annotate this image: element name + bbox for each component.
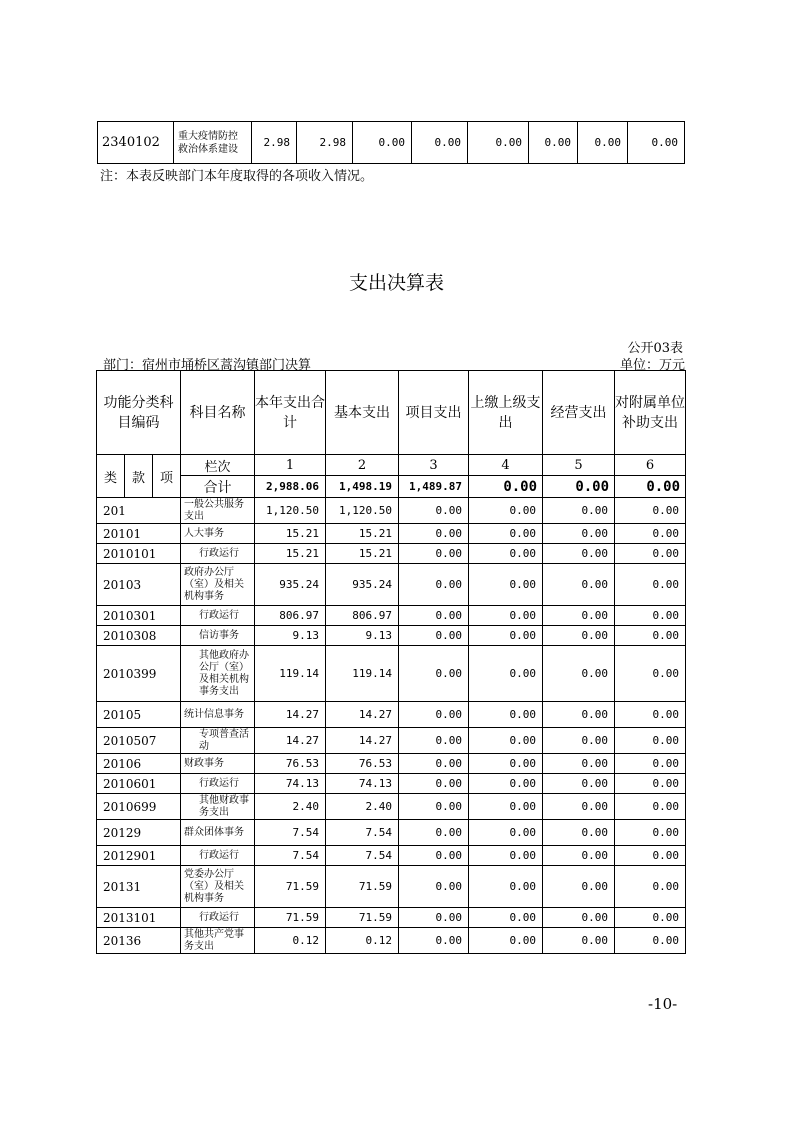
table-row bbox=[97, 498, 686, 524]
page-title: 支出决算表 bbox=[348, 272, 444, 294]
row-name: 党委办公厅（室）及相关机构事务 bbox=[181, 866, 255, 908]
cell-value: 0.00 bbox=[543, 928, 615, 954]
cell-value: 0.00 bbox=[615, 646, 686, 702]
cell-value: 0.00 bbox=[469, 794, 543, 820]
row-name: 行政运行 bbox=[181, 774, 255, 794]
cell-value: 0.00 bbox=[469, 928, 543, 954]
cell-value: 0.00 bbox=[543, 728, 615, 754]
row-code: 20136 bbox=[97, 928, 181, 954]
cell-value: 0.00 bbox=[543, 754, 615, 774]
cell-value: 0.00 bbox=[469, 564, 543, 606]
cell-value: 74.13 bbox=[255, 774, 326, 794]
cell-value: 0.00 bbox=[469, 908, 543, 928]
cell-value: 0.00 bbox=[543, 544, 615, 564]
row-code: 2010101 bbox=[97, 544, 181, 564]
cell-value: 0.00 bbox=[469, 866, 543, 908]
cell-value: 0.00 bbox=[399, 846, 469, 866]
cell-value: 0.00 bbox=[615, 866, 686, 908]
column-number: 4 bbox=[469, 455, 543, 476]
header-subject-name: 科目名称 bbox=[181, 371, 255, 455]
cell-value: 0.12 bbox=[255, 928, 326, 954]
table-row bbox=[97, 646, 686, 702]
header-business: 经营支出 bbox=[543, 371, 615, 455]
row-name: 群众团体事务 bbox=[181, 820, 255, 846]
cell-value: 0.00 bbox=[529, 122, 578, 164]
cell-value: 0.00 bbox=[578, 122, 628, 164]
cell-value: 0.00 bbox=[399, 820, 469, 846]
cell-value: 806.97 bbox=[255, 606, 326, 626]
cell-value: 15.21 bbox=[255, 544, 326, 564]
cell-value: 0.00 bbox=[615, 908, 686, 928]
cell-value: 0.00 bbox=[543, 702, 615, 728]
table-row bbox=[97, 820, 686, 846]
table-row bbox=[97, 544, 686, 564]
row-code: 2010507 bbox=[97, 728, 181, 754]
cell-value: 0.00 bbox=[399, 646, 469, 702]
table-row bbox=[97, 866, 686, 908]
table-row bbox=[97, 846, 686, 866]
row-code: 20103 bbox=[97, 564, 181, 606]
total-row bbox=[97, 476, 686, 498]
cell-value: 0.00 bbox=[469, 606, 543, 626]
row-name: 行政运行 bbox=[181, 544, 255, 564]
total-value: 0.00 bbox=[615, 476, 686, 498]
cell-value: 0.00 bbox=[543, 498, 615, 524]
cell-value: 0.00 bbox=[353, 122, 412, 164]
cell-value: 14.27 bbox=[326, 728, 399, 754]
cell-value: 0.00 bbox=[543, 794, 615, 820]
cell-value: 0.00 bbox=[399, 702, 469, 728]
table-row bbox=[97, 928, 686, 954]
row-code: 2340102 bbox=[98, 122, 174, 164]
table-row bbox=[97, 702, 686, 728]
cell-value: 0.00 bbox=[615, 606, 686, 626]
cell-value: 2.40 bbox=[326, 794, 399, 820]
row-code: 2010308 bbox=[97, 626, 181, 646]
cell-value: 0.00 bbox=[615, 498, 686, 524]
form-number: 公开03表 bbox=[627, 341, 683, 356]
total-label: 合计 bbox=[181, 476, 255, 498]
column-number: 3 bbox=[399, 455, 469, 476]
column-number: 1 bbox=[255, 455, 326, 476]
table-row bbox=[97, 794, 686, 820]
total-value: 1,489.87 bbox=[399, 476, 469, 498]
row-code: 201 bbox=[97, 498, 181, 524]
cell-value: 0.00 bbox=[615, 846, 686, 866]
cell-value: 0.00 bbox=[399, 866, 469, 908]
cell-value: 0.00 bbox=[615, 928, 686, 954]
cell-value: 2.98 bbox=[252, 122, 297, 164]
table-row bbox=[97, 728, 686, 754]
header-xiang: 项 bbox=[153, 455, 181, 498]
row-name: 其他政府办公厅（室）及相关机构事务支出 bbox=[181, 646, 255, 702]
cell-value: 0.00 bbox=[399, 544, 469, 564]
cell-value: 0.00 bbox=[615, 564, 686, 606]
cell-value: 0.00 bbox=[543, 564, 615, 606]
cell-value: 15.21 bbox=[326, 544, 399, 564]
cell-value: 0.00 bbox=[543, 606, 615, 626]
cell-value: 2.98 bbox=[297, 122, 353, 164]
expenditure-table bbox=[96, 370, 686, 954]
cell-value: 74.13 bbox=[326, 774, 399, 794]
page-number: -10- bbox=[648, 995, 678, 1013]
cell-value: 935.24 bbox=[255, 564, 326, 606]
cell-value: 15.21 bbox=[255, 524, 326, 544]
header-project: 项目支出 bbox=[399, 371, 469, 455]
cell-value: 7.54 bbox=[326, 846, 399, 866]
row-name: 财政事务 bbox=[181, 754, 255, 774]
department-label: 部门：宿州市埇桥区蒿沟镇部门决算 bbox=[103, 358, 312, 373]
row-code: 2010699 bbox=[97, 794, 181, 820]
table-row bbox=[97, 606, 686, 626]
cell-value: 7.54 bbox=[255, 820, 326, 846]
table-row bbox=[98, 122, 685, 164]
table-row bbox=[97, 524, 686, 544]
row-code: 20106 bbox=[97, 754, 181, 774]
cell-value: 0.00 bbox=[399, 564, 469, 606]
column-number: 6 bbox=[615, 455, 686, 476]
cell-value: 0.00 bbox=[543, 846, 615, 866]
cell-value: 71.59 bbox=[255, 866, 326, 908]
row-code: 2013101 bbox=[97, 908, 181, 928]
row-name: 重大疫情防控救治体系建设 bbox=[174, 122, 252, 164]
cell-value: 0.00 bbox=[469, 774, 543, 794]
cell-value: 0.00 bbox=[615, 702, 686, 728]
cell-value: 119.14 bbox=[326, 646, 399, 702]
cell-value: 0.00 bbox=[469, 646, 543, 702]
row-name: 统计信息事务 bbox=[181, 702, 255, 728]
cell-value: 2.40 bbox=[255, 794, 326, 820]
cell-value: 0.00 bbox=[543, 646, 615, 702]
header-kuan: 款 bbox=[125, 455, 153, 498]
row-name: 一般公共服务支出 bbox=[181, 498, 255, 524]
header-subsidy: 对附属单位补助支出 bbox=[615, 371, 686, 455]
cell-value: 0.00 bbox=[615, 728, 686, 754]
cell-value: 0.00 bbox=[543, 626, 615, 646]
cell-value: 0.00 bbox=[469, 702, 543, 728]
cell-value: 0.00 bbox=[399, 794, 469, 820]
table-row bbox=[97, 564, 686, 606]
cell-value: 0.00 bbox=[399, 908, 469, 928]
row-name: 行政运行 bbox=[181, 846, 255, 866]
cell-value: 0.00 bbox=[399, 524, 469, 544]
cell-value: 0.00 bbox=[469, 754, 543, 774]
header-basic: 基本支出 bbox=[326, 371, 399, 455]
total-value: 2,988.06 bbox=[255, 476, 326, 498]
column-number: 2 bbox=[326, 455, 399, 476]
cell-value: 0.00 bbox=[615, 820, 686, 846]
header-lei: 类 bbox=[97, 455, 125, 498]
previous-table-fragment bbox=[97, 121, 685, 164]
cell-value: 0.00 bbox=[399, 774, 469, 794]
cell-value: 0.00 bbox=[615, 794, 686, 820]
cell-value: 0.00 bbox=[469, 728, 543, 754]
cell-value: 0.00 bbox=[469, 524, 543, 544]
header-total: 本年支出合计 bbox=[255, 371, 326, 455]
cell-value: 0.12 bbox=[326, 928, 399, 954]
column-number: 5 bbox=[543, 455, 615, 476]
table-row bbox=[97, 774, 686, 794]
cell-value: 0.00 bbox=[615, 774, 686, 794]
table-note: 注：本表反映部门本年度取得的各项收入情况。 bbox=[100, 169, 374, 184]
cell-value: 0.00 bbox=[469, 626, 543, 646]
cell-value: 0.00 bbox=[399, 754, 469, 774]
table-row bbox=[97, 626, 686, 646]
cell-value: 0.00 bbox=[615, 754, 686, 774]
cell-value: 14.27 bbox=[255, 728, 326, 754]
column-number-row bbox=[97, 455, 686, 476]
row-code: 20131 bbox=[97, 866, 181, 908]
row-code: 2010301 bbox=[97, 606, 181, 626]
cell-value: 0.00 bbox=[615, 524, 686, 544]
row-name: 专项普查活动 bbox=[181, 728, 255, 754]
cell-value: 71.59 bbox=[255, 908, 326, 928]
row-name: 信访事务 bbox=[181, 626, 255, 646]
cell-value: 0.00 bbox=[468, 122, 529, 164]
cell-value: 0.00 bbox=[543, 866, 615, 908]
cell-value: 0.00 bbox=[628, 122, 685, 164]
cell-value: 0.00 bbox=[399, 498, 469, 524]
row-code: 20129 bbox=[97, 820, 181, 846]
cell-value: 0.00 bbox=[615, 626, 686, 646]
cell-value: 1,120.50 bbox=[255, 498, 326, 524]
row-code: 20105 bbox=[97, 702, 181, 728]
cell-value: 1,120.50 bbox=[326, 498, 399, 524]
header-row bbox=[97, 371, 686, 455]
cell-value: 76.53 bbox=[326, 754, 399, 774]
total-value: 0.00 bbox=[543, 476, 615, 498]
cell-value: 9.13 bbox=[326, 626, 399, 646]
table-row bbox=[97, 754, 686, 774]
cell-value: 0.00 bbox=[469, 820, 543, 846]
cell-value: 7.54 bbox=[326, 820, 399, 846]
row-code: 20101 bbox=[97, 524, 181, 544]
total-value: 1,498.19 bbox=[326, 476, 399, 498]
cell-value: 7.54 bbox=[255, 846, 326, 866]
cell-value: 0.00 bbox=[412, 122, 468, 164]
row-name: 政府办公厅（室）及相关机构事务 bbox=[181, 564, 255, 606]
cell-value: 14.27 bbox=[326, 702, 399, 728]
table-row bbox=[97, 908, 686, 928]
cell-value: 0.00 bbox=[543, 908, 615, 928]
row-code: 2012901 bbox=[97, 846, 181, 866]
cell-value: 119.14 bbox=[255, 646, 326, 702]
cell-value: 0.00 bbox=[543, 820, 615, 846]
row-name: 人大事务 bbox=[181, 524, 255, 544]
cell-value: 0.00 bbox=[469, 498, 543, 524]
row-name: 其他共产党事务支出 bbox=[181, 928, 255, 954]
cell-value: 0.00 bbox=[399, 728, 469, 754]
row-name: 行政运行 bbox=[181, 908, 255, 928]
cell-value: 806.97 bbox=[326, 606, 399, 626]
cell-value: 76.53 bbox=[255, 754, 326, 774]
unit-label: 单位：万元 bbox=[619, 358, 685, 373]
cell-value: 0.00 bbox=[543, 774, 615, 794]
cell-value: 0.00 bbox=[615, 544, 686, 564]
row-name: 行政运行 bbox=[181, 606, 255, 626]
row-code: 2010399 bbox=[97, 646, 181, 702]
cell-value: 0.00 bbox=[469, 846, 543, 866]
cell-value: 935.24 bbox=[326, 564, 399, 606]
header-lanci: 栏次 bbox=[181, 455, 255, 476]
header-category-code: 功能分类科目编码 bbox=[97, 371, 181, 455]
cell-value: 0.00 bbox=[469, 544, 543, 564]
header-upper: 上缴上级支出 bbox=[469, 371, 543, 455]
total-value: 0.00 bbox=[469, 476, 543, 498]
cell-value: 9.13 bbox=[255, 626, 326, 646]
cell-value: 14.27 bbox=[255, 702, 326, 728]
row-name: 其他财政事务支出 bbox=[181, 794, 255, 820]
cell-value: 0.00 bbox=[399, 626, 469, 646]
cell-value: 71.59 bbox=[326, 866, 399, 908]
cell-value: 0.00 bbox=[399, 928, 469, 954]
row-code: 2010601 bbox=[97, 774, 181, 794]
cell-value: 0.00 bbox=[399, 606, 469, 626]
cell-value: 15.21 bbox=[326, 524, 399, 544]
cell-value: 0.00 bbox=[543, 524, 615, 544]
cell-value: 71.59 bbox=[326, 908, 399, 928]
